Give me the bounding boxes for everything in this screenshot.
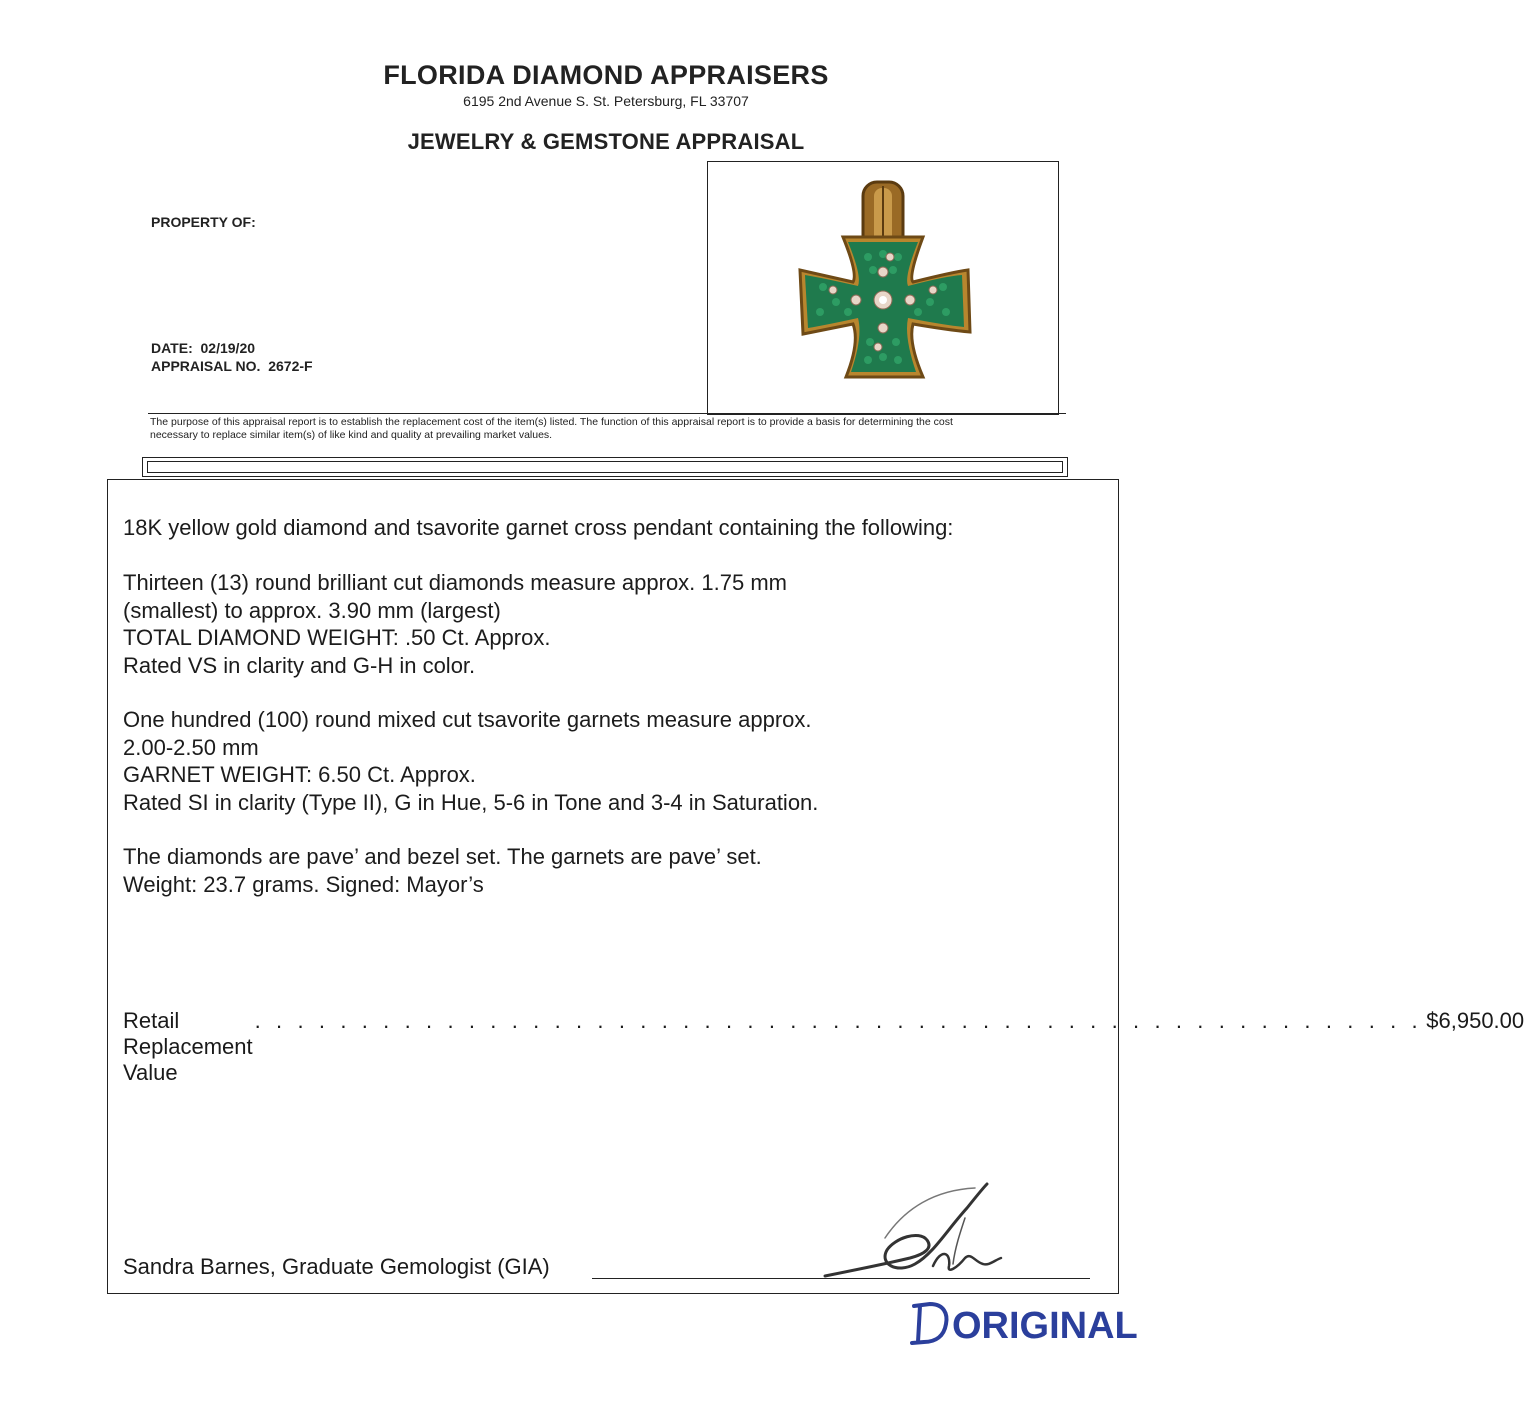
date-label: DATE:	[151, 340, 193, 356]
original-stamp	[906, 1298, 1138, 1353]
document-title: JEWELRY & GEMSTONE APPRAISAL	[407, 129, 805, 154]
diamond-details	[123, 569, 787, 679]
garnet-line: 2.00-2.50 mm	[123, 734, 259, 760]
purpose-rule	[148, 413, 1066, 414]
diamond-line: Rated VS in clarity and G-H in color.	[123, 652, 476, 678]
leader-dots: . . . . . . . . . . . . . . . . . . . . . . . . . . . . . . . . . . . . . . . . . . . . . . . . . . . . . . .	[254, 1008, 1423, 1033]
appraisal-number-line	[151, 358, 313, 374]
cross-pendant-photo	[708, 162, 1058, 414]
setting-details	[123, 843, 762, 898]
garnet-details	[123, 706, 818, 816]
diamond-line: Thirteen (13) round brilliant cut diamonds measure approx. 1.75 mm	[123, 570, 787, 595]
divider-band-inner	[147, 461, 1063, 473]
item-intro: 18K yellow gold diamond and tsavorite garnet cross pendant containing the following:	[123, 515, 954, 540]
garnet-line: Rated SI in clarity (Type II), G in Hue, 5-6 in Tone and 3-4 in Saturation.	[123, 789, 819, 815]
handwritten-signature	[815, 1178, 1015, 1288]
diamond-line: (smallest) to approx. 3.90 mm (largest)	[123, 597, 501, 623]
garnet-line: GARNET WEIGHT: 6.50 Ct. Approx.	[123, 762, 476, 787]
setting-line: Weight: 23.7 grams. Signed: Mayor’s	[123, 871, 484, 897]
date-line	[151, 340, 255, 356]
purpose-statement	[150, 416, 1070, 442]
date-value: 02/19/20	[200, 340, 256, 356]
retail-value-label: Retail Replacement Value	[123, 1008, 253, 1085]
purpose-line-1: The purpose of this appraisal report is to establish the replacement cost of the item(s) listed. The function of this appraisal report is to provide a basis for determining the cost	[150, 416, 953, 428]
retail-value-amount: $6,950.00	[1426, 1008, 1524, 1033]
company-name: FLORIDA DIAMOND APPRAISERS	[383, 60, 829, 90]
diamond-line: TOTAL DIAMOND WEIGHT: .50 Ct. Approx.	[123, 625, 551, 650]
stamp-text: ORIGINAL	[952, 1305, 1138, 1347]
item-photo-frame	[707, 161, 1059, 415]
appraisal-number-label: APPRAISAL NO.	[151, 358, 261, 374]
original-stamp-graphic	[906, 1298, 1138, 1348]
property-of-label: PROPERTY OF:	[151, 214, 256, 230]
appraiser-name: Sandra Barnes, Graduate Gemologist (GIA)	[123, 1254, 550, 1279]
purpose-line-2: necessary to replace similar item(s) of like kind and quality at prevailing market values.	[150, 429, 553, 441]
appraisal-number-value: 2672-F	[268, 358, 313, 374]
company-address: 6195 2nd Avenue S. St. Petersburg, FL 33707	[463, 93, 749, 109]
setting-line: The diamonds are pave’ and bezel set. The garnets are pave’ set.	[123, 844, 762, 869]
garnet-line: One hundred (100) round mixed cut tsavorite garnets measure approx.	[123, 707, 812, 732]
retail-value-row	[123, 1008, 1524, 1086]
